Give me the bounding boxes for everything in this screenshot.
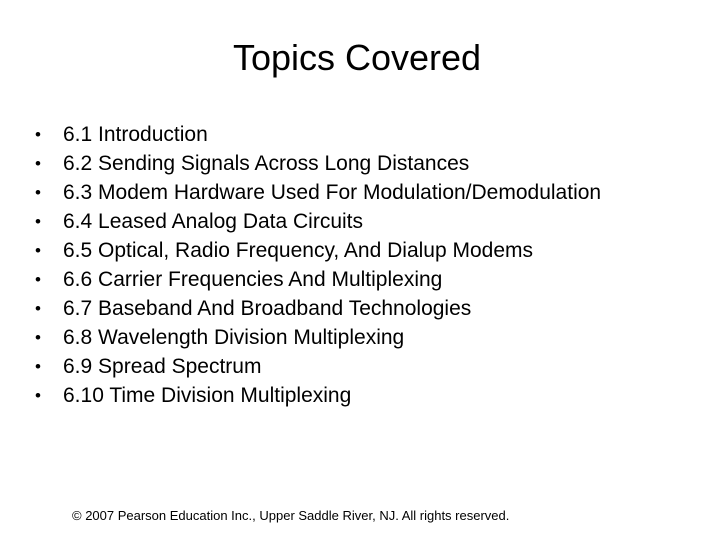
- topic-label: 6.8 Wavelength Division Multiplexing: [63, 326, 405, 349]
- topic-label: 6.9 Spread Spectrum: [63, 355, 262, 378]
- slide-title: Topics Covered: [232, 37, 482, 78]
- bullet-icon: •: [35, 212, 41, 231]
- topic-label: 6.6 Carrier Frequencies And Multiplexing: [63, 268, 443, 291]
- bullet-icon: •: [35, 328, 41, 347]
- topic-label: 6.7 Baseband And Broadband Technologies: [63, 297, 472, 320]
- topic-label: 6.4 Leased Analog Data Circuits: [63, 210, 364, 233]
- bullet-icon: •: [35, 125, 41, 144]
- bullet-icon: •: [35, 386, 41, 405]
- bullet-icon: •: [35, 299, 41, 318]
- topic-label: 6.1 Introduction: [63, 123, 208, 146]
- topic-label: 6.5 Optical, Radio Frequency, And Dialup Modems: [63, 239, 534, 262]
- topic-label: 6.3 Modem Hardware Used For Modulation/Demodulation: [63, 181, 602, 204]
- bullet-icon: •: [35, 241, 41, 260]
- bullet-icon: •: [35, 357, 41, 376]
- bullet-icon: •: [35, 154, 41, 173]
- topic-label: 6.2 Sending Signals Across Long Distances: [63, 152, 470, 175]
- copyright-footer: © 2007 Pearson Education Inc., Upper Saddle River, NJ. All rights reserved.: [72, 508, 510, 523]
- topic-label: 6.10 Time Division Multiplexing: [63, 384, 352, 407]
- bullet-icon: •: [35, 183, 41, 202]
- bullet-icon: •: [35, 270, 41, 289]
